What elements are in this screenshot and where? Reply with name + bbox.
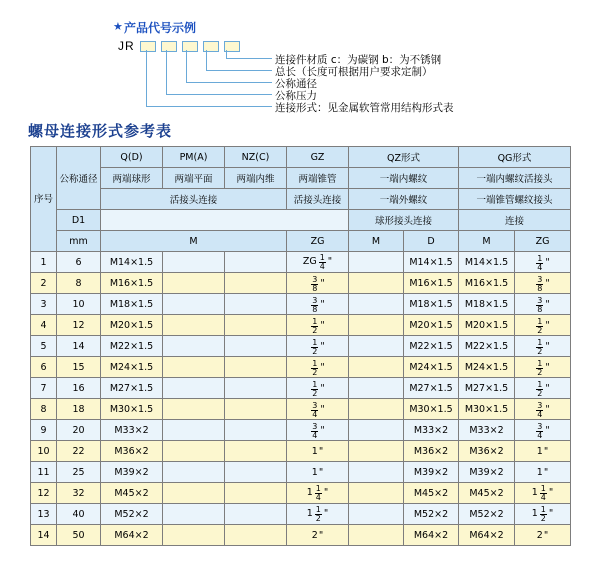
product-code-legend [0, 0, 600, 112]
header-unit-qg-m: M [459, 231, 515, 252]
table-row [31, 525, 571, 546]
cell-qz-m [349, 357, 404, 378]
cell-q: M24×1.5 [101, 357, 163, 378]
code-box-3 [182, 41, 198, 52]
leader-line-h5 [146, 106, 272, 107]
cell-seq: 9 [31, 420, 57, 441]
cell-pm [163, 483, 225, 504]
header-d1: D1 [57, 210, 101, 231]
cell-qg-zg: $\frac{1}{2}$ " [515, 315, 571, 336]
cell-pm [163, 357, 225, 378]
cell-pm [163, 294, 225, 315]
cell-qz-d: M64×2 [404, 525, 459, 546]
cell-seq: 7 [31, 378, 57, 399]
cell-qg-zg: $\frac{1}{2}$ " [515, 378, 571, 399]
table-row [31, 504, 571, 525]
cell-dn: 25 [57, 462, 101, 483]
header-unit-zg: ZG [287, 231, 349, 252]
cell-gz: $\frac{3}{8}$ " [287, 273, 349, 294]
table-row [31, 252, 571, 273]
cell-qg-zg: 1 $\frac{1}{4}$ " [515, 483, 571, 504]
cell-qz-m [349, 420, 404, 441]
cell-gz: 1 " [287, 441, 349, 462]
cell-qz-d: M20×1.5 [404, 315, 459, 336]
cell-qg-zg: $\frac{1}{2}$ " [515, 357, 571, 378]
cell-qg-m: M16×1.5 [459, 273, 515, 294]
leader-line-v2 [166, 50, 167, 95]
table-row [31, 420, 571, 441]
cell-qg-zg: 1 " [515, 462, 571, 483]
cell-qz-d: M30×1.5 [404, 399, 459, 420]
cell-seq: 10 [31, 441, 57, 462]
cell-gz: ZG $\frac{1}{4}$ " [287, 252, 349, 273]
header-group-q: Q(D) [101, 147, 163, 168]
leader-line-v4 [206, 50, 207, 71]
table-row [31, 462, 571, 483]
code-box-2 [161, 41, 177, 52]
cell-dn: 6 [57, 252, 101, 273]
cell-qg-m: M64×2 [459, 525, 515, 546]
cell-qz-m [349, 294, 404, 315]
cell-nz [225, 315, 287, 336]
cell-seq: 14 [31, 525, 57, 546]
header-desc-qg: 一端内螺纹活接头 [459, 168, 571, 189]
header-unit-qz-m: M [349, 231, 404, 252]
cell-qg-m: M33×2 [459, 420, 515, 441]
cell-qz-m [349, 525, 404, 546]
cell-qg-m: M14×1.5 [459, 252, 515, 273]
header-desc-nz: 两端内维 [225, 168, 287, 189]
cell-seq: 4 [31, 315, 57, 336]
cell-qz-d: M52×2 [404, 504, 459, 525]
cell-qg-zg: $\frac{3}{4}$ " [515, 399, 571, 420]
leader-line-v1 [146, 50, 147, 107]
cell-seq: 13 [31, 504, 57, 525]
nut-connection-table [30, 146, 571, 546]
cell-pm [163, 336, 225, 357]
cell-q: M18×1.5 [101, 294, 163, 315]
cell-qg-m: M36×2 [459, 441, 515, 462]
cell-gz: 2 " [287, 525, 349, 546]
header-conn-right: 连接 [459, 210, 571, 231]
cell-q: M52×2 [101, 504, 163, 525]
cell-pm [163, 504, 225, 525]
legend-item-material: 连接件材质 c：为碳钢 b：为不锈钢 [275, 54, 442, 66]
header-row-desc [31, 168, 571, 189]
cell-seq: 12 [31, 483, 57, 504]
cell-pm [163, 420, 225, 441]
cell-gz: $\frac{3}{8}$ " [287, 294, 349, 315]
cell-qg-zg: 2 " [515, 525, 571, 546]
header-ball-conn: 球形接头连接 [349, 210, 459, 231]
cell-qz-m [349, 378, 404, 399]
cell-gz: $\frac{1}{2}$ " [287, 357, 349, 378]
cell-q: M27×1.5 [101, 378, 163, 399]
cell-dn: 50 [57, 525, 101, 546]
cell-q: M45×2 [101, 483, 163, 504]
cell-qg-zg: $\frac{3}{4}$ " [515, 420, 571, 441]
cell-qg-m: M39×2 [459, 462, 515, 483]
cell-seq: 8 [31, 399, 57, 420]
cell-seq: 3 [31, 294, 57, 315]
leader-line-h1 [226, 58, 272, 59]
table-row [31, 441, 571, 462]
cell-qg-zg: $\frac{1}{4}$ " [515, 252, 571, 273]
cell-nz [225, 399, 287, 420]
header-conn-gz: 活接头连接 [287, 189, 349, 210]
cell-gz: $\frac{1}{2}$ " [287, 315, 349, 336]
cell-qg-m: M20×1.5 [459, 315, 515, 336]
cell-qz-d: M24×1.5 [404, 357, 459, 378]
header-group-nz: NZ(C) [225, 147, 287, 168]
legend-title: 产品代号示例 [124, 21, 197, 35]
cell-qg-zg: 1 $\frac{1}{2}$ " [515, 504, 571, 525]
header-desc-q: 两端球形 [101, 168, 163, 189]
cell-q: M33×2 [101, 420, 163, 441]
cell-gz: $\frac{1}{2}$ " [287, 378, 349, 399]
cell-qg-m: M18×1.5 [459, 294, 515, 315]
star-icon: ★ [113, 21, 123, 33]
cell-pm [163, 273, 225, 294]
cell-dn: 16 [57, 378, 101, 399]
leader-line-v3 [186, 50, 187, 83]
header-seq [31, 147, 57, 252]
page-title: 螺母连接形式参考表 [28, 122, 173, 140]
header-row-conn [31, 189, 571, 210]
cell-dn: 32 [57, 483, 101, 504]
cell-q: M36×2 [101, 441, 163, 462]
table-row [31, 273, 571, 294]
cell-q: M20×1.5 [101, 315, 163, 336]
header-group-pm: PM(A) [163, 147, 225, 168]
cell-pm [163, 441, 225, 462]
cell-dn: 10 [57, 294, 101, 315]
cell-qz-d: M33×2 [404, 420, 459, 441]
cell-pm [163, 525, 225, 546]
cell-nz [225, 378, 287, 399]
cell-dn: 15 [57, 357, 101, 378]
cell-gz: 1 $\frac{1}{2}$ " [287, 504, 349, 525]
cell-qz-d: M18×1.5 [404, 294, 459, 315]
legend-item-diameter: 公称通径 [275, 78, 317, 90]
cell-qg-zg: $\frac{3}{8}$ " [515, 294, 571, 315]
table-header [31, 147, 571, 252]
cell-pm [163, 252, 225, 273]
table-row [31, 336, 571, 357]
cell-gz: 1 " [287, 462, 349, 483]
cell-q: M64×2 [101, 525, 163, 546]
cell-nz [225, 273, 287, 294]
cell-q: M22×1.5 [101, 336, 163, 357]
header-group-qg: QG形式 [459, 147, 571, 168]
cell-nz [225, 336, 287, 357]
cell-pm [163, 378, 225, 399]
cell-qg-m: M30×1.5 [459, 399, 515, 420]
cell-qg-zg: 1 " [515, 441, 571, 462]
cell-qg-m: M52×2 [459, 504, 515, 525]
leader-line-h4 [166, 94, 272, 95]
table-row [31, 294, 571, 315]
header-dn: 公称通径 [57, 147, 101, 210]
cell-qz-d: M22×1.5 [404, 336, 459, 357]
cell-nz [225, 462, 287, 483]
header-unit-qg-zg: ZG [515, 231, 571, 252]
cell-qz-m [349, 483, 404, 504]
table-body [31, 252, 571, 546]
cell-nz [225, 420, 287, 441]
leader-line-h3 [186, 82, 272, 83]
cell-nz [225, 504, 287, 525]
cell-seq: 6 [31, 357, 57, 378]
legend-prefix: JR [118, 39, 135, 53]
cell-qg-zg: $\frac{1}{2}$ " [515, 336, 571, 357]
cell-qg-m: M45×2 [459, 483, 515, 504]
header-row-codes [31, 147, 571, 168]
cell-seq: 2 [31, 273, 57, 294]
cell-nz [225, 483, 287, 504]
cell-q: M16×1.5 [101, 273, 163, 294]
cell-nz [225, 252, 287, 273]
header-desc-qg-b: 一端锥管螺纹接头 [459, 189, 571, 210]
header-conn-left: 活接头连接 [101, 189, 287, 210]
cell-qg-m: M27×1.5 [459, 378, 515, 399]
cell-nz [225, 525, 287, 546]
cell-dn: 8 [57, 273, 101, 294]
header-desc-gz: 两端锥管 [287, 168, 349, 189]
cell-q: M14×1.5 [101, 252, 163, 273]
cell-q: M39×2 [101, 462, 163, 483]
cell-dn: 22 [57, 441, 101, 462]
cell-dn: 20 [57, 420, 101, 441]
cell-nz [225, 294, 287, 315]
table-row [31, 399, 571, 420]
header-desc-qz: 一端内螺纹 [349, 168, 459, 189]
cell-qz-d: M14×1.5 [404, 252, 459, 273]
legend-item-pressure: 公称压力 [275, 90, 317, 102]
cell-gz: $\frac{3}{4}$ " [287, 420, 349, 441]
cell-dn: 18 [57, 399, 101, 420]
cell-seq: 1 [31, 252, 57, 273]
table-row [31, 315, 571, 336]
cell-dn: 40 [57, 504, 101, 525]
cell-qg-zg: $\frac{3}{8}$ " [515, 273, 571, 294]
cell-qz-m [349, 336, 404, 357]
legend-item-length: 总长（长度可根据用户要求定制） [275, 66, 433, 78]
cell-dn: 14 [57, 336, 101, 357]
cell-qz-d: M27×1.5 [404, 378, 459, 399]
header-unit-m: M [101, 231, 287, 252]
cell-qz-d: M16×1.5 [404, 273, 459, 294]
header-seq-line1: 序号 [33, 193, 53, 205]
cell-qz-m [349, 315, 404, 336]
header-group-gz: GZ [287, 147, 349, 168]
nut-connection-table-wrapper [30, 146, 570, 546]
cell-gz: 1 $\frac{1}{4}$ " [287, 483, 349, 504]
cell-qz-m [349, 252, 404, 273]
code-box-1 [140, 41, 156, 52]
cell-qz-d: M36×2 [404, 441, 459, 462]
cell-q: M30×1.5 [101, 399, 163, 420]
cell-seq: 11 [31, 462, 57, 483]
header-desc-pm: 两端平面 [163, 168, 225, 189]
header-group-qz: QZ形式 [349, 147, 459, 168]
legend-item-connection: 连接形式：见金属软管常用结构形式表 [275, 102, 454, 114]
cell-qz-d: M39×2 [404, 462, 459, 483]
header-desc-qz-b: 一端外螺纹 [349, 189, 459, 210]
header-unit-qz-d: D [404, 231, 459, 252]
leader-line-h2 [206, 70, 272, 71]
cell-gz: $\frac{1}{2}$ " [287, 336, 349, 357]
cell-seq: 5 [31, 336, 57, 357]
cell-qg-m: M24×1.5 [459, 357, 515, 378]
cell-qz-m [349, 504, 404, 525]
cell-qz-m [349, 441, 404, 462]
legend-code-boxes [140, 41, 240, 52]
cell-pm [163, 315, 225, 336]
cell-qz-d: M45×2 [404, 483, 459, 504]
cell-nz [225, 357, 287, 378]
cell-pm [163, 462, 225, 483]
cell-qz-m [349, 399, 404, 420]
header-mm: mm [57, 231, 101, 252]
cell-qg-m: M22×1.5 [459, 336, 515, 357]
header-row-units [31, 231, 571, 252]
cell-gz: $\frac{3}{4}$ " [287, 399, 349, 420]
table-row [31, 483, 571, 504]
cell-pm [163, 399, 225, 420]
header-row-d1 [31, 210, 571, 231]
cell-qz-m [349, 462, 404, 483]
cell-nz [225, 441, 287, 462]
cell-dn: 12 [57, 315, 101, 336]
header-blank-1 [101, 210, 349, 231]
cell-qz-m [349, 273, 404, 294]
table-row [31, 378, 571, 399]
table-row [31, 357, 571, 378]
